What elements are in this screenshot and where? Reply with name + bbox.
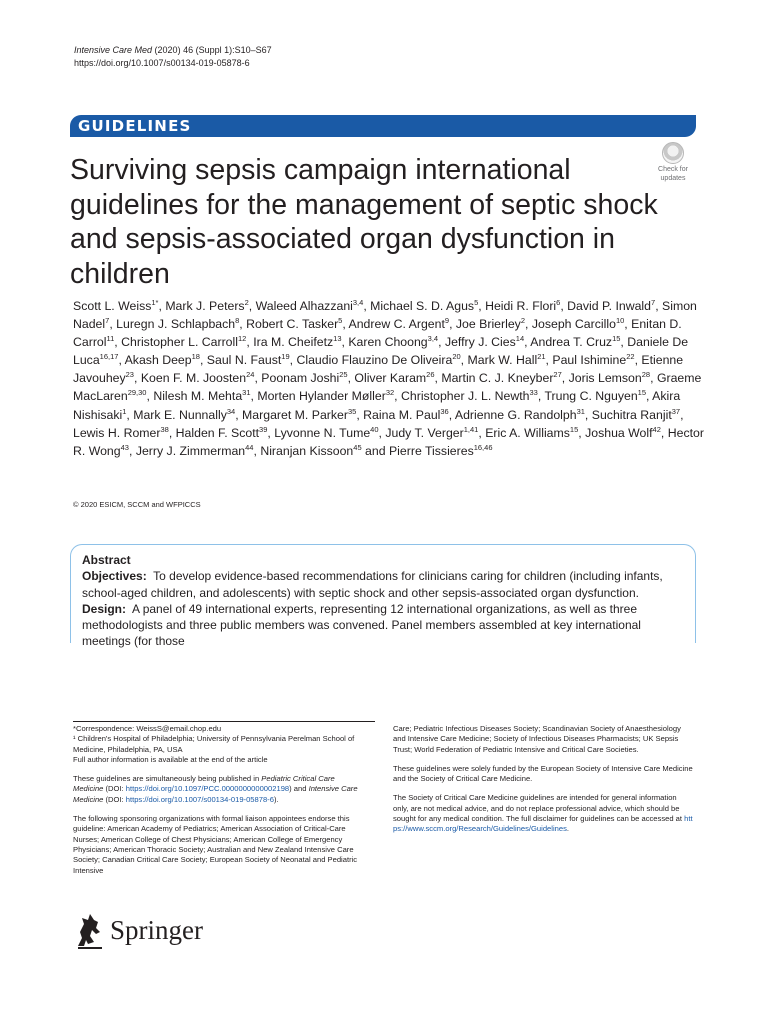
author-name: Hector R. Wong — [73, 425, 704, 458]
author[interactable] — [246, 317, 342, 331]
author-name: Lyvonne N. Tume — [274, 425, 371, 440]
author-name: Akash Deep — [124, 353, 192, 368]
author-affiliation-ref: 40 — [370, 424, 379, 434]
author-name: Etienne Javouhey — [73, 353, 684, 386]
author-affiliation-ref: 2 — [244, 298, 249, 307]
author-name: Eric A. Williams — [485, 425, 570, 440]
author-affiliation-ref: 2 — [520, 316, 526, 326]
author-affiliation-ref: 9 — [444, 316, 450, 326]
author[interactable] — [73, 426, 169, 440]
footnotes-right — [393, 724, 693, 844]
author-affiliation-ref: 43 — [120, 442, 129, 452]
author-affiliation-ref: 7 — [105, 316, 110, 326]
affiliation-note: Full author information is available at the end of the article — [73, 754, 268, 764]
author-affiliation-ref: 3,4 — [427, 334, 439, 344]
check-updates-line1: Check for — [658, 166, 688, 173]
footnotes-left — [73, 724, 363, 885]
author-name: Waleed Alhazzani — [255, 299, 353, 313]
author-name: Claudio Flauzino De Oliveira — [296, 353, 453, 368]
author[interactable] — [349, 317, 450, 331]
author-name: Halden F. Scott — [175, 425, 260, 440]
author-affiliation-ref: 27 — [553, 370, 562, 380]
objectives-label: Objectives: — [82, 569, 147, 584]
disclaimer-end: . — [566, 824, 570, 834]
author[interactable] — [207, 353, 290, 367]
author-name: Oliver Karam — [354, 371, 427, 386]
author-name: Enitan D. Carrol — [73, 317, 682, 350]
author-affiliation-ref: 5 — [338, 316, 343, 326]
author-name: Jeffry J. Cies — [444, 335, 516, 350]
author[interactable] — [445, 335, 524, 349]
author[interactable] — [121, 335, 246, 349]
author[interactable] — [456, 317, 525, 331]
abstract-box — [70, 544, 696, 649]
author-affiliation-ref: 1,41 — [463, 424, 479, 434]
author-affiliation-ref: 26 — [426, 370, 435, 380]
author[interactable] — [296, 353, 460, 367]
author-name: Scott L. Weiss — [73, 299, 152, 313]
author[interactable] — [544, 389, 646, 403]
author-name: Koen F. M. Joosten — [140, 371, 247, 386]
pub-doi1-pre: (DOI: — [103, 784, 126, 794]
author-name: Robert C. Tasker — [246, 317, 339, 332]
author-name: Mark J. Peters — [165, 299, 245, 313]
author-name: Suchitra Ranjit — [591, 407, 672, 422]
author-affiliation-ref: 39 — [259, 424, 268, 434]
author-name: Morten Hylander Møller — [257, 389, 386, 404]
journal-name: Intensive Care Med — [74, 45, 153, 55]
author-affiliation-ref: 38 — [160, 424, 169, 434]
disclaimer-link[interactable]: https://www.sccm.org/Research/Guidelines/Guidelines — [393, 814, 693, 834]
pub-doi2-pre: (DOI: — [103, 794, 126, 804]
article-title: Surviving sepsis campaign international guidelines for the management of septic shock and sepsis-associated organ dysfunction in children — [70, 154, 658, 290]
author[interactable] — [125, 353, 200, 367]
author-name: Andrea T. Cruz — [530, 335, 613, 350]
author-affiliation-ref: 42 — [652, 424, 661, 434]
author[interactable] — [455, 408, 585, 422]
author-affiliation-ref: 20 — [452, 352, 461, 362]
author-affiliation-ref: 3,4 — [352, 298, 364, 307]
objectives-text: To develop evidence-based recommendations for clinicians caring for children (including infants, school-aged children, and adolescents) with septic shock and other sepsis-associated organ dysfunction. — [82, 569, 663, 600]
author[interactable] — [370, 299, 478, 313]
author[interactable] — [176, 426, 268, 440]
sponsors-continued: Care; Pediatric Infectious Diseases Society; Scandinavian Society of Anaesthesiology and Intensive Care Medicine; Society of Infectious Diseases Pharmacists; UK Sepsis Trust; World Federation of Pediatric Intensive and Critical Care Societies. — [393, 724, 681, 754]
author[interactable] — [354, 371, 434, 385]
author[interactable] — [253, 335, 341, 349]
citation-header — [74, 44, 272, 70]
sponsors: The following sponsoring organizations with formal liaison appointees endorse this guideline: American Academy of Pediatrics; American Association of Critical-Care Nurses; American College of Chest Physicians; American College of Emergency Physicians; American Thoracic Society; Australian and New Zealand Intensive Care Society; Canadian Critical Care Society; European Society of Neonatal and Pediatric Intensive — [73, 814, 358, 875]
author-affiliation-ref: 36 — [440, 406, 449, 416]
author[interactable] — [592, 408, 680, 422]
author-name: Adrienne G. Randolph — [454, 407, 577, 422]
pub-mid: ) and — [289, 784, 309, 794]
author-affiliation-ref: 12 — [238, 334, 247, 344]
copyright: © 2020 ESICM, SCCM and WFPICCS — [73, 500, 201, 509]
author[interactable] — [256, 299, 364, 313]
article-doi[interactable]: https://doi.org/10.1007/s00134-019-05878-6 — [74, 58, 250, 68]
author[interactable] — [153, 389, 250, 403]
check-updates-line2: updates — [660, 175, 686, 182]
pub-doi-2-link[interactable]: https://doi.org/10.1007/s00134-019-05878-6 — [125, 794, 274, 804]
author[interactable] — [468, 353, 546, 367]
author[interactable] — [136, 444, 254, 458]
author[interactable] — [401, 389, 538, 403]
disclaimer — [393, 793, 693, 834]
author[interactable] — [385, 426, 478, 440]
author[interactable] — [133, 408, 235, 422]
author-name: Saul N. Faust — [206, 353, 282, 368]
author-name: Poonam Joshi — [261, 371, 340, 386]
author[interactable] — [567, 299, 655, 313]
pub-journal-2: Intensive Care Medicine — [73, 784, 358, 804]
author-name: Luregn J. Schlapbach — [116, 317, 236, 332]
author-affiliation-ref: 11 — [106, 334, 115, 344]
author-name: Daniele De Luca — [73, 335, 689, 368]
author[interactable] — [530, 335, 620, 349]
author[interactable] — [585, 426, 661, 440]
author-affiliation-ref: 29,30 — [127, 388, 147, 398]
author-name: Margaret M. Parker — [242, 407, 348, 422]
author-name: Trung C. Nguyen — [544, 389, 638, 404]
author-affiliation-ref: 13 — [333, 334, 342, 344]
author[interactable] — [116, 317, 239, 331]
author-affiliation-ref: 21 — [537, 352, 546, 362]
author-name: Lewis H. Romer — [73, 425, 161, 440]
pub-intro: These guidelines are simultaneously being published in — [73, 774, 262, 784]
author-affiliation-ref: 7 — [651, 298, 656, 307]
author-name: David P. Inwald — [567, 299, 652, 313]
author-affiliation-ref: 1* — [151, 298, 159, 307]
author-name: Raina M. Paul — [363, 407, 441, 422]
author[interactable] — [569, 371, 650, 385]
author-affiliation-ref: 14 — [515, 334, 525, 344]
author-affiliation-ref: 25 — [339, 370, 348, 380]
author-name: Joseph Carcillo — [531, 317, 616, 332]
author-name: Christopher L. Carroll — [121, 335, 238, 350]
author-name: Niranjan Kissoon — [260, 443, 354, 458]
author[interactable] — [485, 426, 578, 440]
author-name: Joris Lemson — [568, 371, 642, 386]
author[interactable] — [242, 408, 356, 422]
simultaneous-publication — [73, 774, 363, 805]
pub-journal-1: Pediatric Critical Care Medicine — [73, 774, 335, 794]
objectives-paragraph — [82, 568, 688, 601]
disclaimer-text: The Society of Critical Care Medicine guidelines are intended for general information only, are not medical advice, and do not replace professional advice, which should be sought for any medical condition. The full disclaimer for guidelines can be accessed at — [393, 793, 685, 824]
author[interactable] — [141, 371, 255, 385]
author-affiliation-ref: 16,46 — [473, 442, 493, 452]
author-affiliation-ref: 28 — [641, 370, 651, 380]
author-affiliation-ref: 19 — [281, 352, 290, 362]
author-name: Simon Nadel — [73, 299, 697, 332]
author-name: Andrew C. Argent — [348, 317, 445, 332]
author-affiliation-ref: 15 — [612, 334, 621, 344]
guidelines-banner — [70, 115, 696, 137]
author[interactable] — [363, 408, 449, 422]
springer-logo — [72, 908, 222, 952]
author[interactable] — [485, 299, 560, 313]
guidelines-label: GUIDELINES — [78, 117, 192, 135]
pub-doi-1-link[interactable]: https://doi.org/10.1097/PCC.0000000000002198 — [125, 784, 290, 794]
author-affiliation-ref: 33 — [529, 388, 538, 398]
author-affiliation-ref: 31 — [242, 388, 251, 398]
author-name: Joshua Wolf — [585, 425, 653, 440]
author-list: Scott L. Weiss$^{1*}$, Mark J. Peters$^2$, Waleed Alhazzani$^{3,4}$, Michael S. D. Agus$^5$, Heidi R. Flori$^6$, David P. Inwald$^7$, Simon Nadel$^7$, Luregn J. Schlapbach$^8$, Robert C. Tasker$^5$, Andrew C. Argent$^9$, Joe Brierley$^2$, Joseph Carcillo$^{10}$, Enitan D. Carrol$^{11}$, Christopher L. Carroll$^{12}$, Ira M. Cheifetz$^{13}$, Karen Choong$^{3,4}$, Jeffry J. Cies$^{14}$, Andrea T. Cruz$^{15}$, Daniele De Luca$^{16,17}$, Akash Deep$^{18}$, Saul N. Faust$^{19}$, Claudio Flauzino De Oliveira$^{20}$, Mark W. Hall$^{21}$, Paul Ishimine$^{22}$, Etienne Javouhey$^{23}$, Koen F. M. Joosten$^{24}$, Poonam Joshi$^{25}$, Oliver Karam$^{26}$, Martin C. J. Kneyber$^{27}$, Joris Lemson$^{28}$, Graeme MacLaren$^{29,30}$, Nilesh M. Mehta$^{31}$, Morten Hylander Møller$^{32}$, Christopher J. L. Newth$^{33}$, Trung C. Nguyen$^{15}$, Akira Nishisaki$^1$, Mark E. Nunnally$^{34}$, Margaret M. Parker$^{35}$, Raina M. Paul$^{36}$, Adrienne G. Randolph$^{31}$, Suchitra Ranjit$^{37}$, Lewis H. Romer$^{38}$, Halden F. Scott$^{39}$, Lyvonne N. Tume$^{40}$, Judy T. Verger$^{1,41}$, Eric A. Williams$^{15}$, Joshua Wolf$^{42}$, Hector R. Wong$^{43}$, Jerry J. Zimmerman$^{44}$, Niranjan Kissoon$^{45}$ and Pierre Tissieres$^{16,46}$ — [73, 298, 704, 458]
author-name: Judy T. Verger — [385, 425, 464, 440]
footnote-divider — [73, 721, 375, 722]
design-paragraph — [82, 601, 688, 650]
author-name: Christopher J. L. Newth — [401, 389, 530, 404]
springer-wordmark: Springer — [110, 915, 203, 945]
author[interactable] — [257, 389, 394, 403]
author-name: Paul Ishimine — [552, 353, 627, 368]
author-affiliation-ref: 31 — [576, 406, 585, 416]
funding-statement: These guidelines were solely funded by the European Society of Intensive Care Medicine and the Society of Critical Care Medicine. — [393, 763, 693, 784]
author-name: Mark E. Nunnally — [133, 407, 227, 422]
author-name: Jerry J. Zimmerman — [135, 443, 246, 458]
author-affiliation-ref: 15 — [569, 424, 579, 434]
author-affiliation-ref: 1 — [122, 406, 127, 416]
author-affiliation-ref: 15 — [637, 388, 647, 398]
author-name: Mark W. Hall — [467, 353, 538, 368]
author-name: Karen Choong — [348, 335, 428, 350]
author-affiliation-ref: 6 — [556, 298, 561, 307]
author-affiliation-ref: 37 — [671, 406, 681, 416]
author-affiliation-ref: 18 — [191, 352, 200, 362]
springer-horse-icon — [72, 910, 108, 950]
design-text: A panel of 49 international experts, representing 12 international organizations, as well as three methodologists and three public members was convened. Panel members assembled at key international meetings (for those — [82, 601, 641, 649]
pub-end: ). — [273, 794, 279, 804]
author-name: Martin C. J. Kneyber — [441, 371, 554, 386]
author-name: Nilesh M. Mehta — [153, 389, 243, 404]
author-affiliation-ref: 10 — [615, 316, 625, 326]
abstract-heading: Abstract — [82, 553, 131, 567]
author[interactable] — [165, 299, 248, 313]
author-affiliation-ref: 24 — [246, 370, 255, 380]
author[interactable] — [348, 335, 438, 349]
citation-info: (2020) 46 (Suppl 1):S10–S67 — [152, 45, 272, 55]
author-affiliation-ref: 34 — [226, 406, 236, 416]
design-label: Design: — [82, 601, 127, 616]
author-name: Joe Brierley — [455, 317, 521, 332]
correspondence: *Correspondence: WeissS@email.chop.edu — [73, 724, 222, 733]
author[interactable] — [532, 317, 624, 331]
author[interactable] — [274, 426, 378, 440]
author-affiliation-ref: 44 — [245, 442, 254, 452]
author[interactable] — [73, 299, 158, 313]
author[interactable] — [552, 353, 634, 367]
author[interactable] — [441, 371, 561, 385]
author-name: Ira M. Cheifetz — [253, 335, 334, 350]
author-name: Akira Nishisaki — [73, 389, 681, 422]
author-name: Pierre Tissieres — [388, 443, 474, 458]
author-affiliation-ref: 16,17 — [99, 352, 119, 362]
author-affiliation-ref: 5 — [474, 298, 479, 307]
author[interactable] — [389, 444, 493, 458]
author-affiliation-ref: 32 — [385, 388, 395, 398]
author-affiliation-ref: 23 — [125, 370, 134, 380]
author[interactable] — [260, 444, 361, 458]
author-affiliation-ref: 8 — [235, 316, 240, 326]
author-name: Michael S. D. Agus — [370, 299, 475, 313]
author[interactable] — [261, 371, 347, 385]
author-affiliation-ref: 35 — [347, 406, 357, 416]
author-name: Graeme MacLaren — [73, 371, 702, 404]
author-affiliation-ref: 45 — [353, 442, 362, 452]
affiliation-1: ¹ Children's Hospital of Philadelphia; University of Pennsylvania Perelman School of Medicine, Philadelphia, PA, USA — [73, 734, 355, 754]
author-affiliation-ref: 22 — [626, 352, 635, 362]
author-name: Heidi R. Flori — [485, 299, 557, 313]
